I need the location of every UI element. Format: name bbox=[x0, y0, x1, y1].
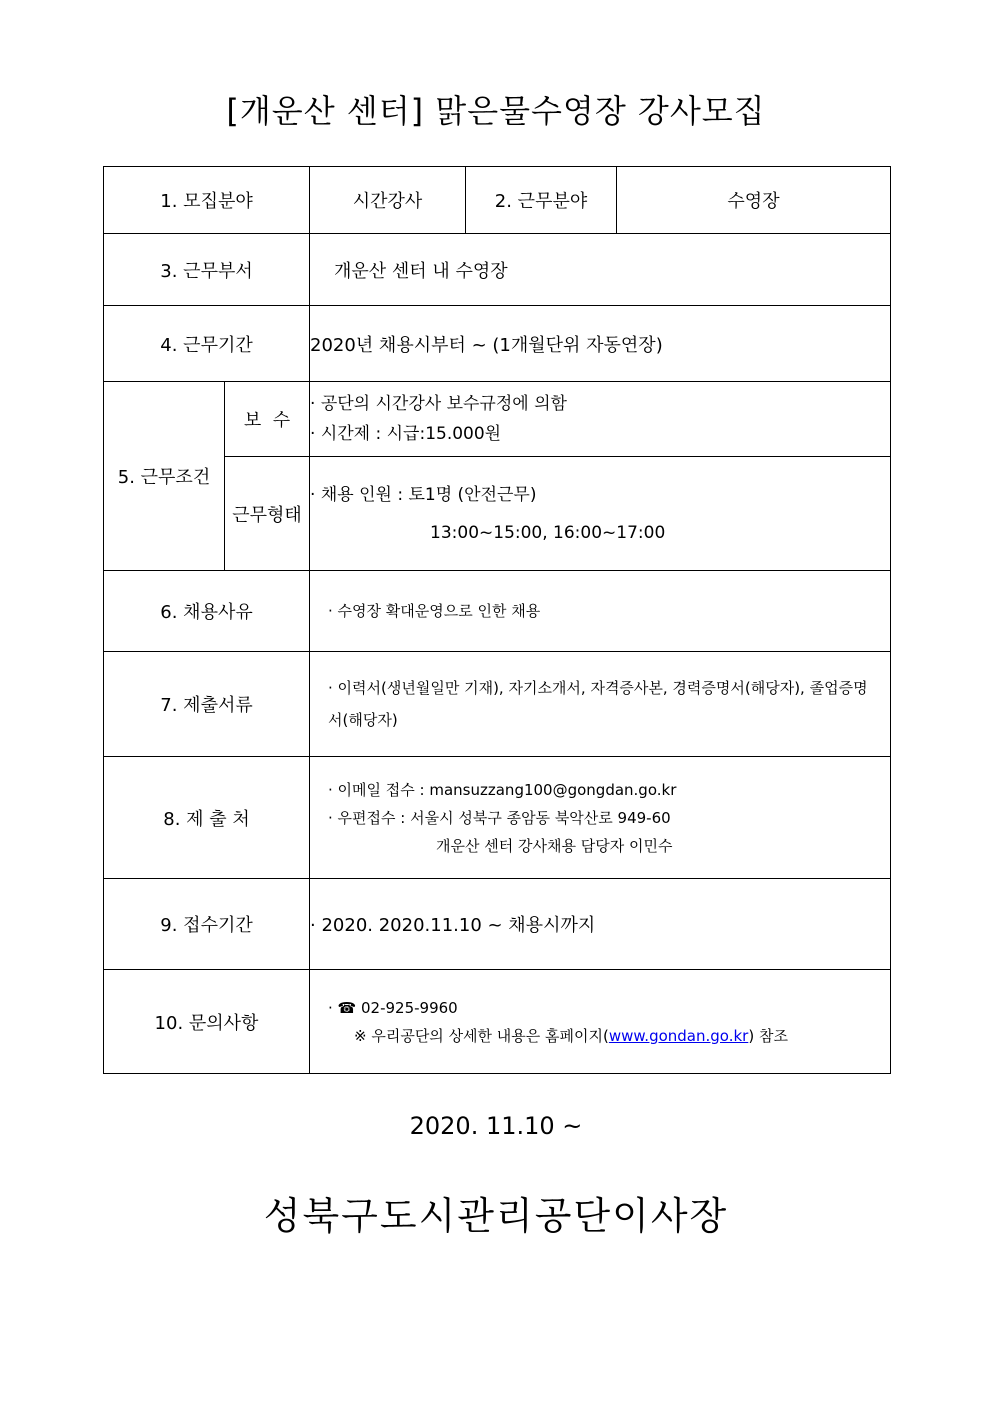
inquiry-note-prefix: ※ 우리공단의 상세한 내용은 홈페이지( bbox=[354, 1026, 609, 1045]
row-documents bbox=[104, 652, 891, 757]
row-reason bbox=[104, 571, 891, 652]
label-reason: 6. 채용사유 bbox=[104, 571, 310, 652]
pay-hourly: · 시간제 : 시급:15.000원 bbox=[310, 424, 502, 444]
label-period: 4. 근무기간 bbox=[104, 306, 310, 382]
row-department bbox=[104, 234, 891, 306]
work-type-hours: 13:00~15:00, 16:00~17:00 bbox=[430, 522, 666, 543]
label-documents: 7. 제출서류 bbox=[104, 652, 310, 757]
inquiry-note-suffix: ) 참조 bbox=[748, 1026, 788, 1045]
row-submit-to bbox=[104, 757, 891, 879]
value-documents: · 이력서(생년월일만 기재), 자기소개서, 자격증사본, 경력증명서(해당자), 졸업증명서(해당자) bbox=[310, 652, 891, 757]
label-pay: 보 수 bbox=[225, 382, 310, 457]
value-reason: · 수영장 확대운영으로 인한 채용 bbox=[310, 571, 891, 652]
label-conditions: 5. 근무조건 bbox=[104, 382, 225, 571]
submit-post: · 우편접수 : 서울시 성북구 종암동 북악산로 949-60 bbox=[328, 808, 671, 827]
label-work-field: 2. 근무분야 bbox=[466, 167, 617, 234]
value-department: 개운산 센터 내 수영장 bbox=[310, 234, 891, 306]
label-submit-to: 8. 제 출 처 bbox=[104, 757, 310, 879]
value-inquiry bbox=[310, 970, 891, 1074]
submit-contact: 개운산 센터 강사채용 담당자 이민수 bbox=[436, 836, 673, 855]
submit-email: · 이메일 접수 : mansuzzang100@gongdan.go.kr bbox=[328, 780, 677, 799]
label-receipt-period: 9. 접수기간 bbox=[104, 879, 310, 970]
homepage-link[interactable]: www.gondan.go.kr bbox=[608, 1026, 749, 1045]
inquiry-note bbox=[328, 1022, 876, 1050]
row-conditions-pay bbox=[104, 382, 891, 457]
value-receipt-period: · 2020. 2020.11.10 ~ 채용시까지 bbox=[310, 879, 891, 970]
row-inquiry bbox=[104, 970, 891, 1074]
label-recruit-field: 1. 모집분야 bbox=[104, 167, 310, 234]
issuer-name: 성북구도시관리공단이사장 bbox=[263, 1194, 729, 1238]
row-recruit-field bbox=[104, 167, 891, 234]
value-submit-to bbox=[310, 757, 891, 879]
pay-rule: · 공단의 시간강사 보수규정에 의함 bbox=[310, 394, 567, 414]
recruitment-table bbox=[103, 166, 891, 1074]
value-recruit-field: 시간강사 bbox=[310, 167, 466, 234]
inquiry-phone: · ☎ 02-925-9960 bbox=[328, 998, 458, 1017]
row-receipt-period bbox=[104, 879, 891, 970]
label-work-type: 근무형태 bbox=[225, 457, 310, 571]
value-pay bbox=[310, 382, 891, 457]
page-title: [개운산 센터] 맑은물수영장 강사모집 bbox=[226, 92, 766, 130]
row-period bbox=[104, 306, 891, 382]
value-work-field: 수영장 bbox=[617, 167, 891, 234]
label-inquiry: 10. 문의사항 bbox=[104, 970, 310, 1074]
label-department: 3. 근무부서 bbox=[104, 234, 310, 306]
issue-date: 2020. 11.10 ~ bbox=[409, 1112, 583, 1140]
value-period: 2020년 채용시부터 ~ (1개월단위 자동연장) bbox=[310, 306, 891, 382]
value-work-type bbox=[310, 457, 891, 571]
work-type-headcount: · 채용 인원 : 토1명 (안전근무) bbox=[310, 484, 537, 505]
